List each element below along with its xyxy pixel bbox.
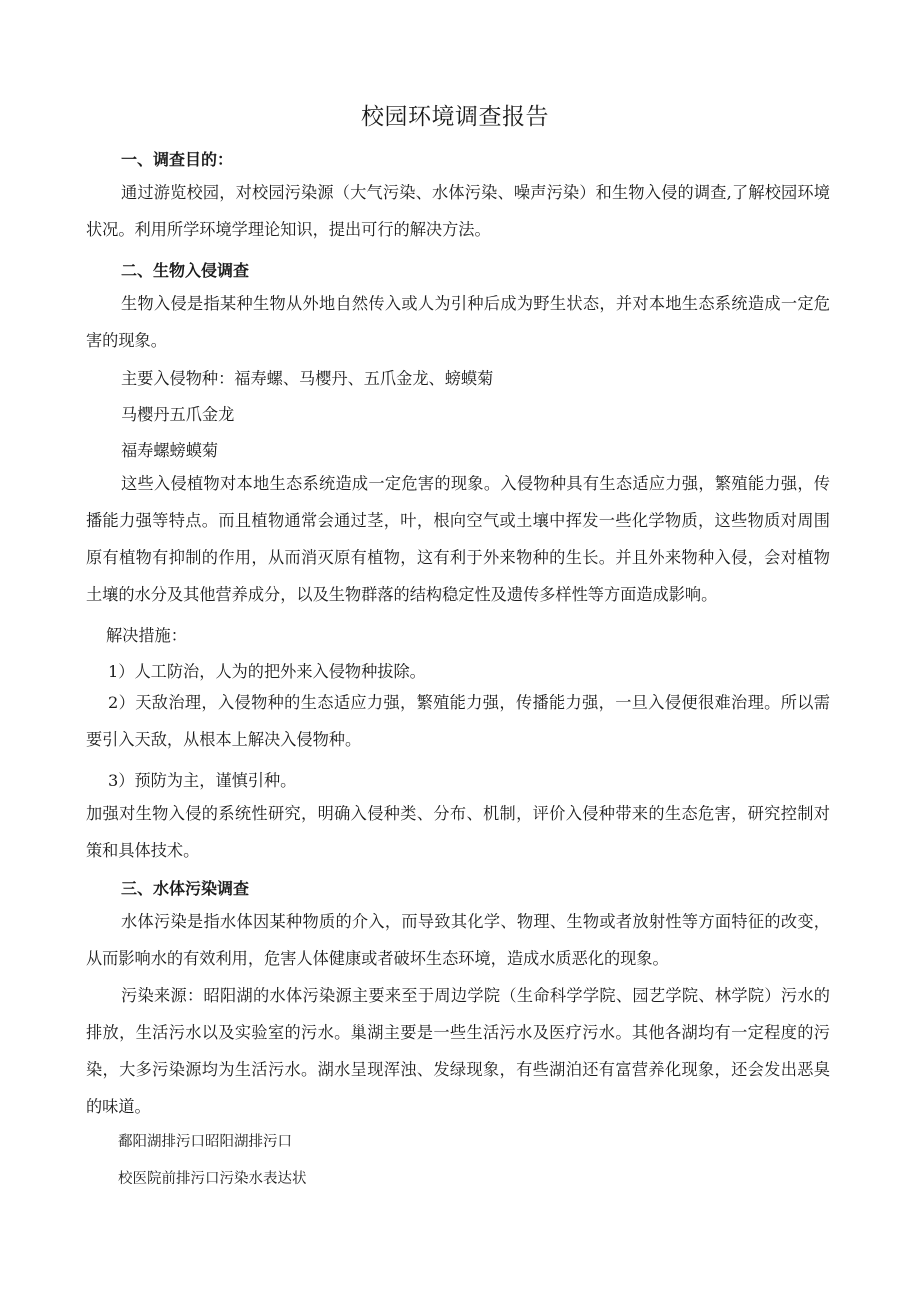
solution-label: 解决措施： xyxy=(106,626,187,645)
purpose-paragraph: 通过游览校园，对校园污染源（大气污染、水体污染、噪声污染）和生物入侵的调查,了解校园环境状况。利用所学环境学理论知识，提出可行的解决方法。 xyxy=(86,183,830,239)
measure-item-3: 3）预防为主，谨慎引种。 xyxy=(108,771,297,790)
water-pollution-definition: 水体污染是指水体因某种物质的介入，而导致其化学、物理、生物或者放射性等方面特征的改变，从而影响水的有效利用，危害人体健康或者破坏生态环境，造成水质恶化的现象。 xyxy=(86,912,830,968)
measure-item-2: 2）天敌治理，入侵物种的生态适应力强，繁殖能力强，传播能力强，一旦入侵便很难治理。所以需要引入天敌，从根本上解决入侵物种。 xyxy=(86,693,830,749)
measure-item-1: 1）人工防治，人为的把外来入侵物种拔除。 xyxy=(108,662,426,681)
invasion-definition-paragraph: 生物入侵是指某种生物从外地自然传入或人为引种后成为野生状态，并对本地生态系统造成一定危害的现象。 xyxy=(86,294,830,350)
section-heading-water: 三、水体污染调查 xyxy=(121,879,250,898)
image-caption-clinic-outfall: 校医院前排污口污染水表达状 xyxy=(118,1171,307,1187)
invasion-impact-paragraph: 这些入侵植物对本地生态系统造成一定危害的现象。入侵物种具有生态适应力强，繁殖能力强，传播能力强等特点。而且植物通常会通过茎，叶，根向空气或土壤中挥发一些化学物质，这些物质对周围原有植物有抑制的作用，从而消灭原有植物，这有利于外来物种的生长。并且外来物种入侵，会对植物土壤的水分及其他营养成分，以及生物群落的结构稳定性及遗传多样性等方面造成影响。 xyxy=(86,474,830,604)
image-caption-lantana-morning-glory: 马樱丹五爪金龙 xyxy=(121,405,235,424)
section-heading-purpose: 一、调查目的： xyxy=(121,150,234,169)
research-paragraph: 加强对生物入侵的系统性研究，明确入侵种类、分布、机制，评价入侵种带来的生态危害，研究控制对策和具体技术。 xyxy=(86,804,830,860)
image-caption-outfalls: 鄱阳湖排污口昭阳湖排污口 xyxy=(118,1134,292,1150)
section-heading-invasion: 二、生物入侵调查 xyxy=(121,261,250,280)
image-caption-snail-wedelia: 福寿螺螃蟆菊 xyxy=(121,441,219,460)
invasive-species-list: 主要入侵物种：福寿螺、马樱丹、五爪金龙、螃蟆菊 xyxy=(121,369,494,388)
report-title: 校园环境调查报告 xyxy=(361,104,549,130)
pollution-source-paragraph: 污染来源：昭阳湖的水体污染源主要来至于周边学院（生命科学学院、园艺学院、林学院）污水的排放，生活污水以及实验室的污水。巢湖主要是一些生活污水及医疗污水。其他各湖均有一定程度的污染，大多污染源均为生活污水。湖水呈现浑浊、发绿现象，有些湖泊还有富营养化现象，还会发出恶臭的味道。 xyxy=(86,986,830,1116)
